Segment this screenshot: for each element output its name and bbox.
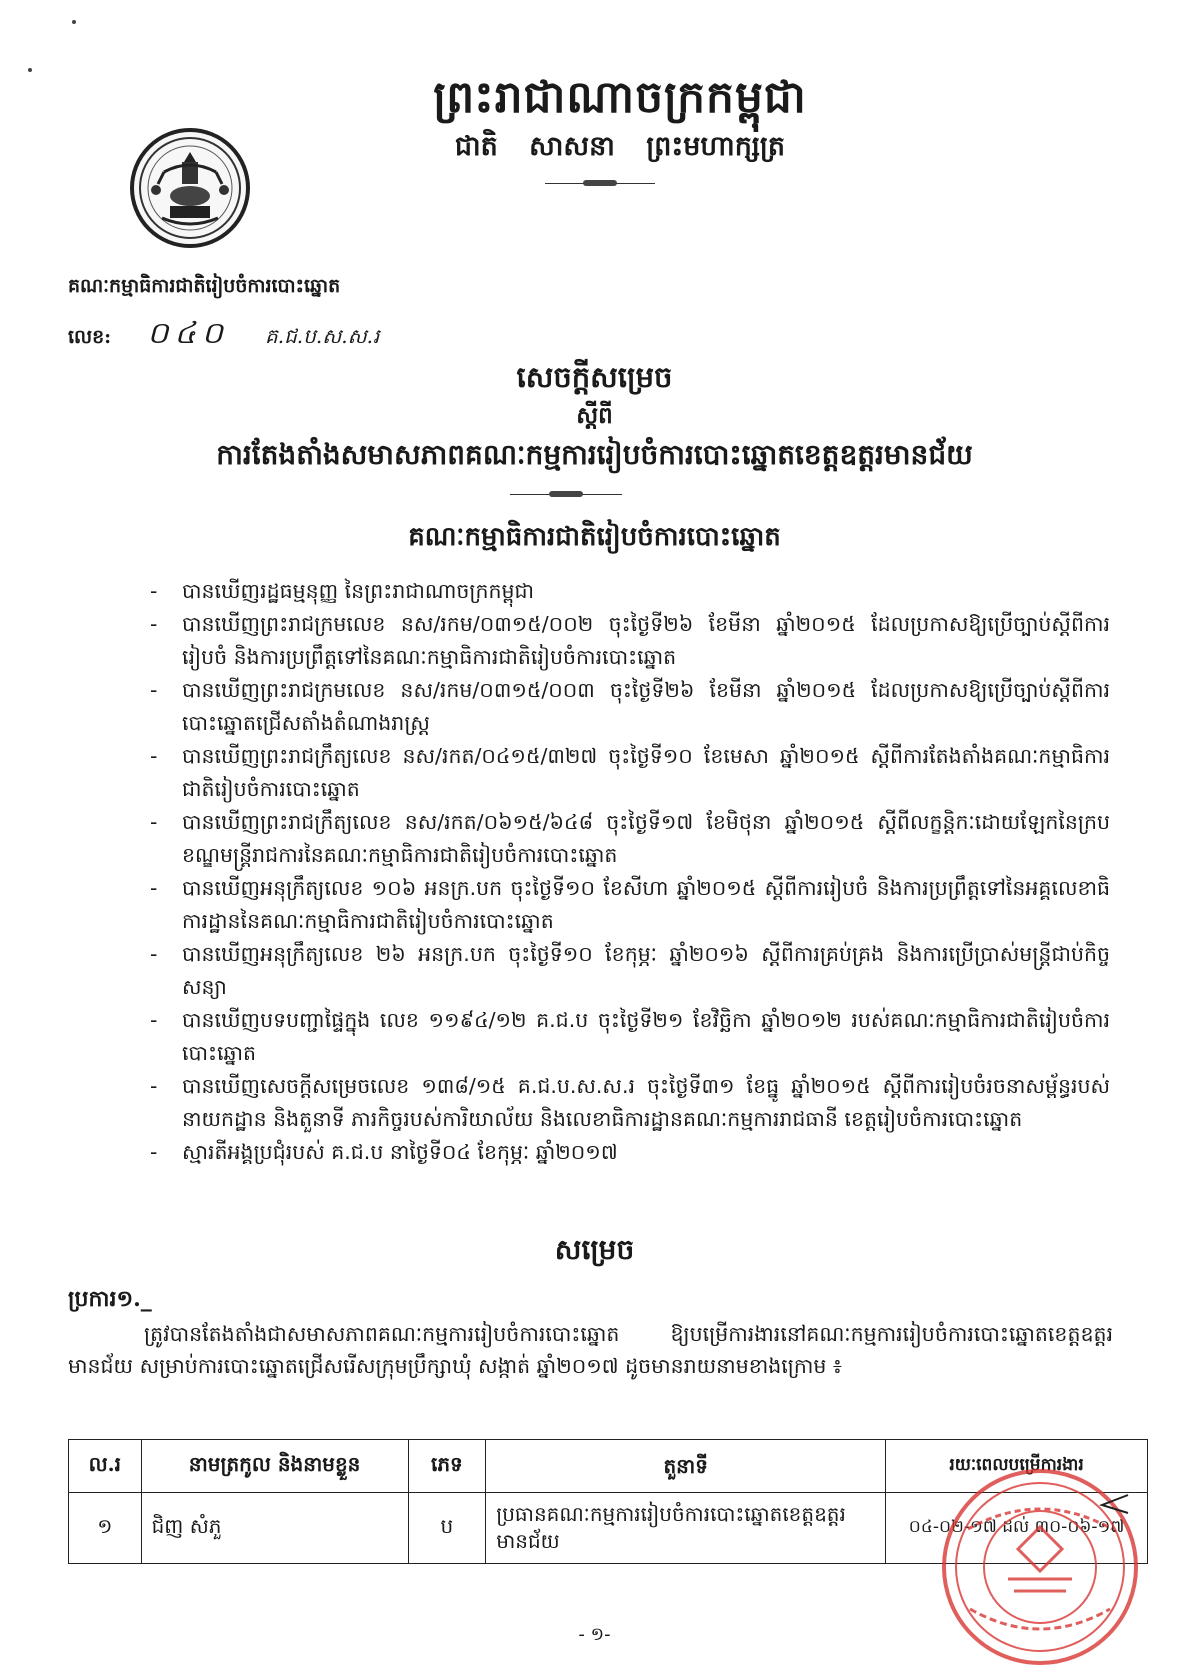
nec-emblem-logo: [130, 128, 250, 248]
cell-term: ០៤-០២-១៧ ដល់ ៣០-០៦-១៧: [886, 1493, 1148, 1564]
col-header-name: នាមត្រកូល និងនាមខ្លួន: [141, 1440, 408, 1493]
clause-item: - បានឃើញព្រះរាជក្រមលេខ នស/រកម/០៣១៥/០០៣ ចុះថ្ងៃទី២៦ ខែមីនា ឆ្នាំ២០១៥ ដែលប្រកាសឱ្យប្រើច្បាប់ស្តីពីការបោះឆ្នោតជ្រើសតាំងតំណាងរាស្ត្រ: [150, 678, 1110, 735]
clause-item: - បានឃើញបទបញ្ជាផ្ទៃក្នុង លេខ ១១៩៤/១២ គ.ជ.ប ចុះថ្ងៃទី២១ ខែវិច្ឆិកា ឆ្នាំ២០១២ របស់គណៈកម្មាធិការជាតិរៀបចំការបោះឆ្នោត: [150, 1008, 1110, 1065]
decision-subject-label: ស្តីពី: [576, 402, 613, 429]
clause-item: - បានឃើញអនុក្រឹត្យលេខ ១០៦ អនក្រ.បក ចុះថ្ងៃទី១០ ខែសីហា ឆ្នាំ២០១៥ ស្តីពីការរៀបចំ និងការប្រព្រឹត្តទៅនៃអគ្គលេខាធិការដ្ឋាននៃគណៈកម្មាធិការជាតិរៀបចំការបោះឆ្នោត: [150, 876, 1110, 933]
clause-item: - បានឃើញព្រះរាជក្រឹត្យលេខ នស/រកត/០៦១៥/៦៤៨ ចុះថ្ងៃទី១៧ ខែមិថុនា ឆ្នាំ២០១៥ ស្តីពីលក្ខន្តិកៈដោយឡែកនៃក្របខណ្ឌមន្ត្រីរាជការនៃគណៈកម្មាធិការជាតិរៀបចំការបោះឆ្នោត: [150, 810, 1110, 867]
col-header-no: ល.រ: [69, 1440, 142, 1493]
preliminary-clauses: [150, 575, 1110, 1169]
scan-dot: [28, 68, 32, 72]
ref-suffix: គ.ជ.ប.ស.ស.រ: [265, 324, 380, 348]
col-header-sex: ភេទ: [408, 1440, 486, 1493]
clause-item: - បានឃើញព្រះរាជក្រឹត្យលេខ នស/រកត/០៤១៥/៣២៧ ចុះថ្ងៃទី១០ ខែមេសា ឆ្នាំ២០១៥ ស្តីពីការតែងតាំងគណៈកម្មាធិការជាតិរៀបចំការបោះឆ្នោត: [150, 744, 1110, 801]
national-motto: ជាតិ សាសនា ព្រះមហាក្សត្រ: [454, 131, 786, 162]
clause-item: - ស្មារតីអង្គប្រជុំរបស់ គ.ជ.ប នាថ្ងៃទី០៤ ខែកុម្ភៈ ឆ្នាំ២០១៧: [150, 1140, 618, 1164]
title-ornament: [510, 494, 622, 495]
scan-dot: [72, 20, 76, 24]
ref-number: ០៤០: [147, 316, 229, 351]
ref-label: លេខ:: [68, 326, 112, 348]
decision-title: សេចក្តីសម្រេច: [516, 360, 673, 394]
page-number: - ១-: [578, 1624, 611, 1645]
clause-item: - បានឃើញសេចក្តីសម្រេចលេខ ១៣៨/១៥ គ.ជ.ប.ស.ស.រ ចុះថ្ងៃទី៣១ ខែធ្នូ ឆ្នាំ២០១៥ ស្តីពីការរៀបចំរចនាសម្ព័ន្ធរបស់នាយកដ្ឋាន និងតួនាទី ភារកិច្ចរបស់ការិយាល័យ និងលេខាធិការដ្ឋានគណៈកម្មការរាជធានី ខេត្តរៀបចំការបោះឆ្នោត: [150, 1074, 1110, 1131]
col-header-role: តួនាទី: [486, 1440, 886, 1493]
header-ornament: [545, 183, 655, 184]
cell-role: ប្រធានគណៈកម្មការរៀបចំការបោះឆ្នោតខេត្តឧត្តរមានជ័យ: [486, 1493, 886, 1564]
decision-subject: ការតែងតាំងសមាសភាពគណៈកម្មការរៀបចំការបោះឆ្នោតខេត្តឧត្តរមានជ័យ: [216, 438, 973, 471]
clause-item: - បានឃើញរដ្ឋធម្មនុញ្ញ នៃព្រះរាជាណាចក្រកម្ពុជា: [150, 579, 535, 603]
clause-item: - បានឃើញព្រះរាជក្រមលេខ នស/រកម/០៣១៥/០០២ ចុះថ្ងៃទី២៦ ខែមីនា ឆ្នាំ២០១៥ ដែលប្រកាសឱ្យប្រើច្បាប់ស្តីពីការរៀបចំ និងការប្រព្រឹត្តទៅនៃគណៈកម្មាធិការជាតិរៀបចំការបោះឆ្នោត: [150, 612, 1110, 669]
article-label: ប្រការ១._: [68, 1286, 152, 1312]
decision-heading: សម្រេច: [554, 1233, 635, 1266]
issuer-organization: គណៈកម្មាធិការជាតិរៀបចំការបោះឆ្នោត: [68, 275, 341, 297]
article-body: ត្រូវបានតែងតាំងជាសមាសភាពគណៈកម្មការរៀបចំការបោះឆ្នោត ឱ្យបម្រើការងារនៅគណៈកម្មការរៀបចំការបោះឆ្នោតខេត្តឧត្តរមានជ័យ សម្រាប់ការបោះឆ្នោតជ្រើសរើសក្រុមប្រឹក្សាឃុំ សង្កាត់ ឆ្នាំ២០១៧ ដូចមានរាយនាមខាងក្រោម ៖: [68, 1322, 1113, 1378]
reference-line: [68, 314, 379, 358]
cell-sex: ប: [408, 1493, 486, 1564]
clause-item: - បានឃើញអនុក្រឹត្យលេខ ២៦ អនក្រ.បក ចុះថ្ងៃទី១០ ខែកុម្ភៈ ឆ្នាំ២០១៦ ស្តីពីការគ្រប់គ្រង និងការប្រើប្រាស់មន្ត្រីជាប់កិច្ចសន្យា: [150, 942, 1110, 999]
kingdom-title: ព្រះរាជាណាចក្រកម្ពុជា: [433, 72, 807, 123]
cell-name: ជិញ សំភួ: [141, 1493, 408, 1564]
col-header-term: រយៈពេលបម្រើការងារ: [886, 1440, 1148, 1493]
issuing-authority: គណៈកម្មាធិការជាតិរៀបចំការបោះឆ្នោត: [408, 522, 781, 552]
cell-no: ១: [69, 1493, 142, 1564]
